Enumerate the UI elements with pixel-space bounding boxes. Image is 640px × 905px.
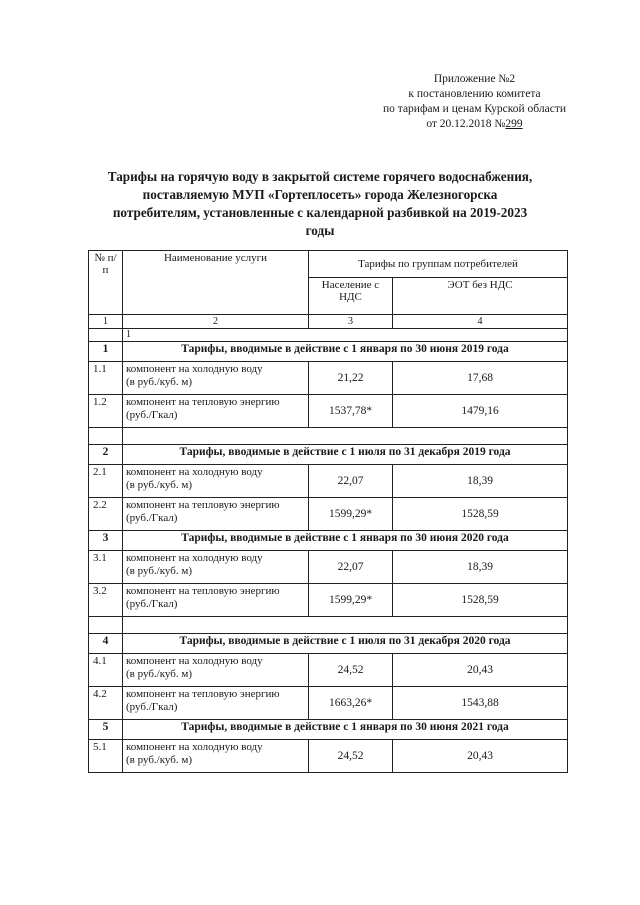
population-tariff: 1599,29* (309, 584, 393, 617)
row-service-name (123, 687, 309, 720)
section-number: 4 (89, 634, 123, 654)
population-tariff: 24,52 (309, 740, 393, 773)
table-row (89, 551, 568, 584)
section-number: 3 (89, 531, 123, 551)
eot-tariff: 18,39 (393, 551, 568, 584)
row-code: 5.1 (89, 740, 123, 773)
row-service-name (123, 551, 309, 584)
row-code: 2.2 (89, 498, 123, 531)
header-population: Население с НДС (309, 278, 393, 315)
tariff-table (88, 250, 568, 773)
section-number: 1 (89, 342, 123, 362)
header-group: Тарифы по группам потребителей (309, 251, 568, 278)
col-index: 3 (309, 315, 393, 329)
section-title: Тарифы, вводимые в действие с 1 января по 30 июня 2019 года (123, 342, 568, 362)
row-code: 4.1 (89, 654, 123, 687)
eot-tariff: 1543,88 (393, 687, 568, 720)
table-row (89, 654, 568, 687)
appendix-header (383, 72, 566, 132)
population-tariff: 1663,26* (309, 687, 393, 720)
section-title: Тарифы, вводимые в действие с 1 июля по 31 декабря 2019 года (123, 445, 568, 465)
header-eot: ЭОТ без НДС (393, 278, 568, 315)
service-name-line1: компонент на холодную воду (126, 552, 263, 564)
row-code: 4.2 (89, 687, 123, 720)
row-code: 3.2 (89, 584, 123, 617)
eot-tariff: 18,39 (393, 465, 568, 498)
service-name-line2: (в руб./куб. м) (126, 668, 192, 680)
row-code: 3.1 (89, 551, 123, 584)
eot-tariff: 1528,59 (393, 584, 568, 617)
section-number: 2 (89, 445, 123, 465)
service-name-line1: компонент на холодную воду (126, 466, 263, 478)
table-row (89, 498, 568, 531)
row-code: 1.1 (89, 362, 123, 395)
service-name-line2: (в руб./куб. м) (126, 565, 192, 577)
appendix-line-1: Приложение №2 (433, 73, 516, 85)
population-tariff: 22,07 (309, 551, 393, 584)
service-name-line2: (руб./Гкал) (126, 598, 178, 610)
section-row (89, 531, 568, 551)
row-service-name (123, 362, 309, 395)
population-tariff: 22,07 (309, 465, 393, 498)
gap-row (89, 329, 568, 342)
eot-tariff: 20,43 (393, 740, 568, 773)
table-row (89, 362, 568, 395)
row-service-name (123, 654, 309, 687)
appendix-line-3: по тарифам и ценам Курской области (383, 103, 566, 115)
eot-tariff: 1528,59 (393, 498, 568, 531)
appendix-number: 299 (505, 118, 523, 130)
table-row (89, 740, 568, 773)
service-name-line2: (руб./Гкал) (126, 409, 178, 421)
row-code: 2.1 (89, 465, 123, 498)
col-index: 2 (123, 315, 309, 329)
section-number: 5 (89, 720, 123, 740)
section-row (89, 445, 568, 465)
population-tariff: 1599,29* (309, 498, 393, 531)
population-tariff: 21,22 (309, 362, 393, 395)
table-row (89, 395, 568, 428)
appendix-line-2: к постановлению комитета (408, 88, 541, 100)
row-service-name (123, 584, 309, 617)
eot-tariff: 20,43 (393, 654, 568, 687)
row-service-name (123, 498, 309, 531)
col-index: 1 (89, 315, 123, 329)
section-row (89, 720, 568, 740)
eot-tariff: 17,68 (393, 362, 568, 395)
service-name-line1: компонент на тепловую энергию (126, 585, 280, 597)
table-row (89, 465, 568, 498)
document-title: Тарифы на горячую воду в закрытой системе горячего водоснабжения, поставляемую МУП «Гортеплосеть» города Железногорска потребителям, установленные с календарной разбивкой на 2019-2023 годы (107, 169, 533, 238)
section-title: Тарифы, вводимые в действие с 1 июля по 31 декабря 2020 года (123, 634, 568, 654)
appendix-date: от 20.12.2018 № (426, 118, 506, 130)
header-num: № п/п (89, 251, 123, 315)
eot-tariff: 1479,16 (393, 395, 568, 428)
service-name-line2: (в руб./куб. м) (126, 479, 192, 491)
population-tariff: 1537,78* (309, 395, 393, 428)
service-name-line2: (руб./Гкал) (126, 512, 178, 524)
service-name-line2: (в руб./куб. м) (126, 376, 192, 388)
section-row (89, 634, 568, 654)
table-row (89, 584, 568, 617)
col-index: 4 (393, 315, 568, 329)
row-service-name (123, 465, 309, 498)
column-index-row (89, 315, 568, 329)
service-name-line1: компонент на тепловую энергию (126, 499, 280, 511)
service-name-line1: компонент на тепловую энергию (126, 688, 280, 700)
service-name-line2: (в руб./куб. м) (126, 754, 192, 766)
section-title: Тарифы, вводимые в действие с 1 января по 30 июня 2020 года (123, 531, 568, 551)
service-name-line1: компонент на тепловую энергию (126, 396, 280, 408)
section-row (89, 342, 568, 362)
service-name-line2: (руб./Гкал) (126, 701, 178, 713)
row-code: 1.2 (89, 395, 123, 428)
population-tariff: 24,52 (309, 654, 393, 687)
row-service-name (123, 740, 309, 773)
spacer-row (89, 428, 568, 445)
header-name: Наименование услуги (123, 251, 309, 315)
section-title: Тарифы, вводимые в действие с 1 января по 30 июня 2021 года (123, 720, 568, 740)
appendix-line-4 (383, 117, 566, 132)
spacer-row (89, 617, 568, 634)
service-name-line1: компонент на холодную воду (126, 655, 263, 667)
row-service-name (123, 395, 309, 428)
service-name-line1: компонент на холодную воду (126, 363, 263, 375)
service-name-line1: компонент на холодную воду (126, 741, 263, 753)
table-header-row (89, 251, 568, 278)
gap-mark: 1 (123, 329, 568, 342)
table-row (89, 687, 568, 720)
